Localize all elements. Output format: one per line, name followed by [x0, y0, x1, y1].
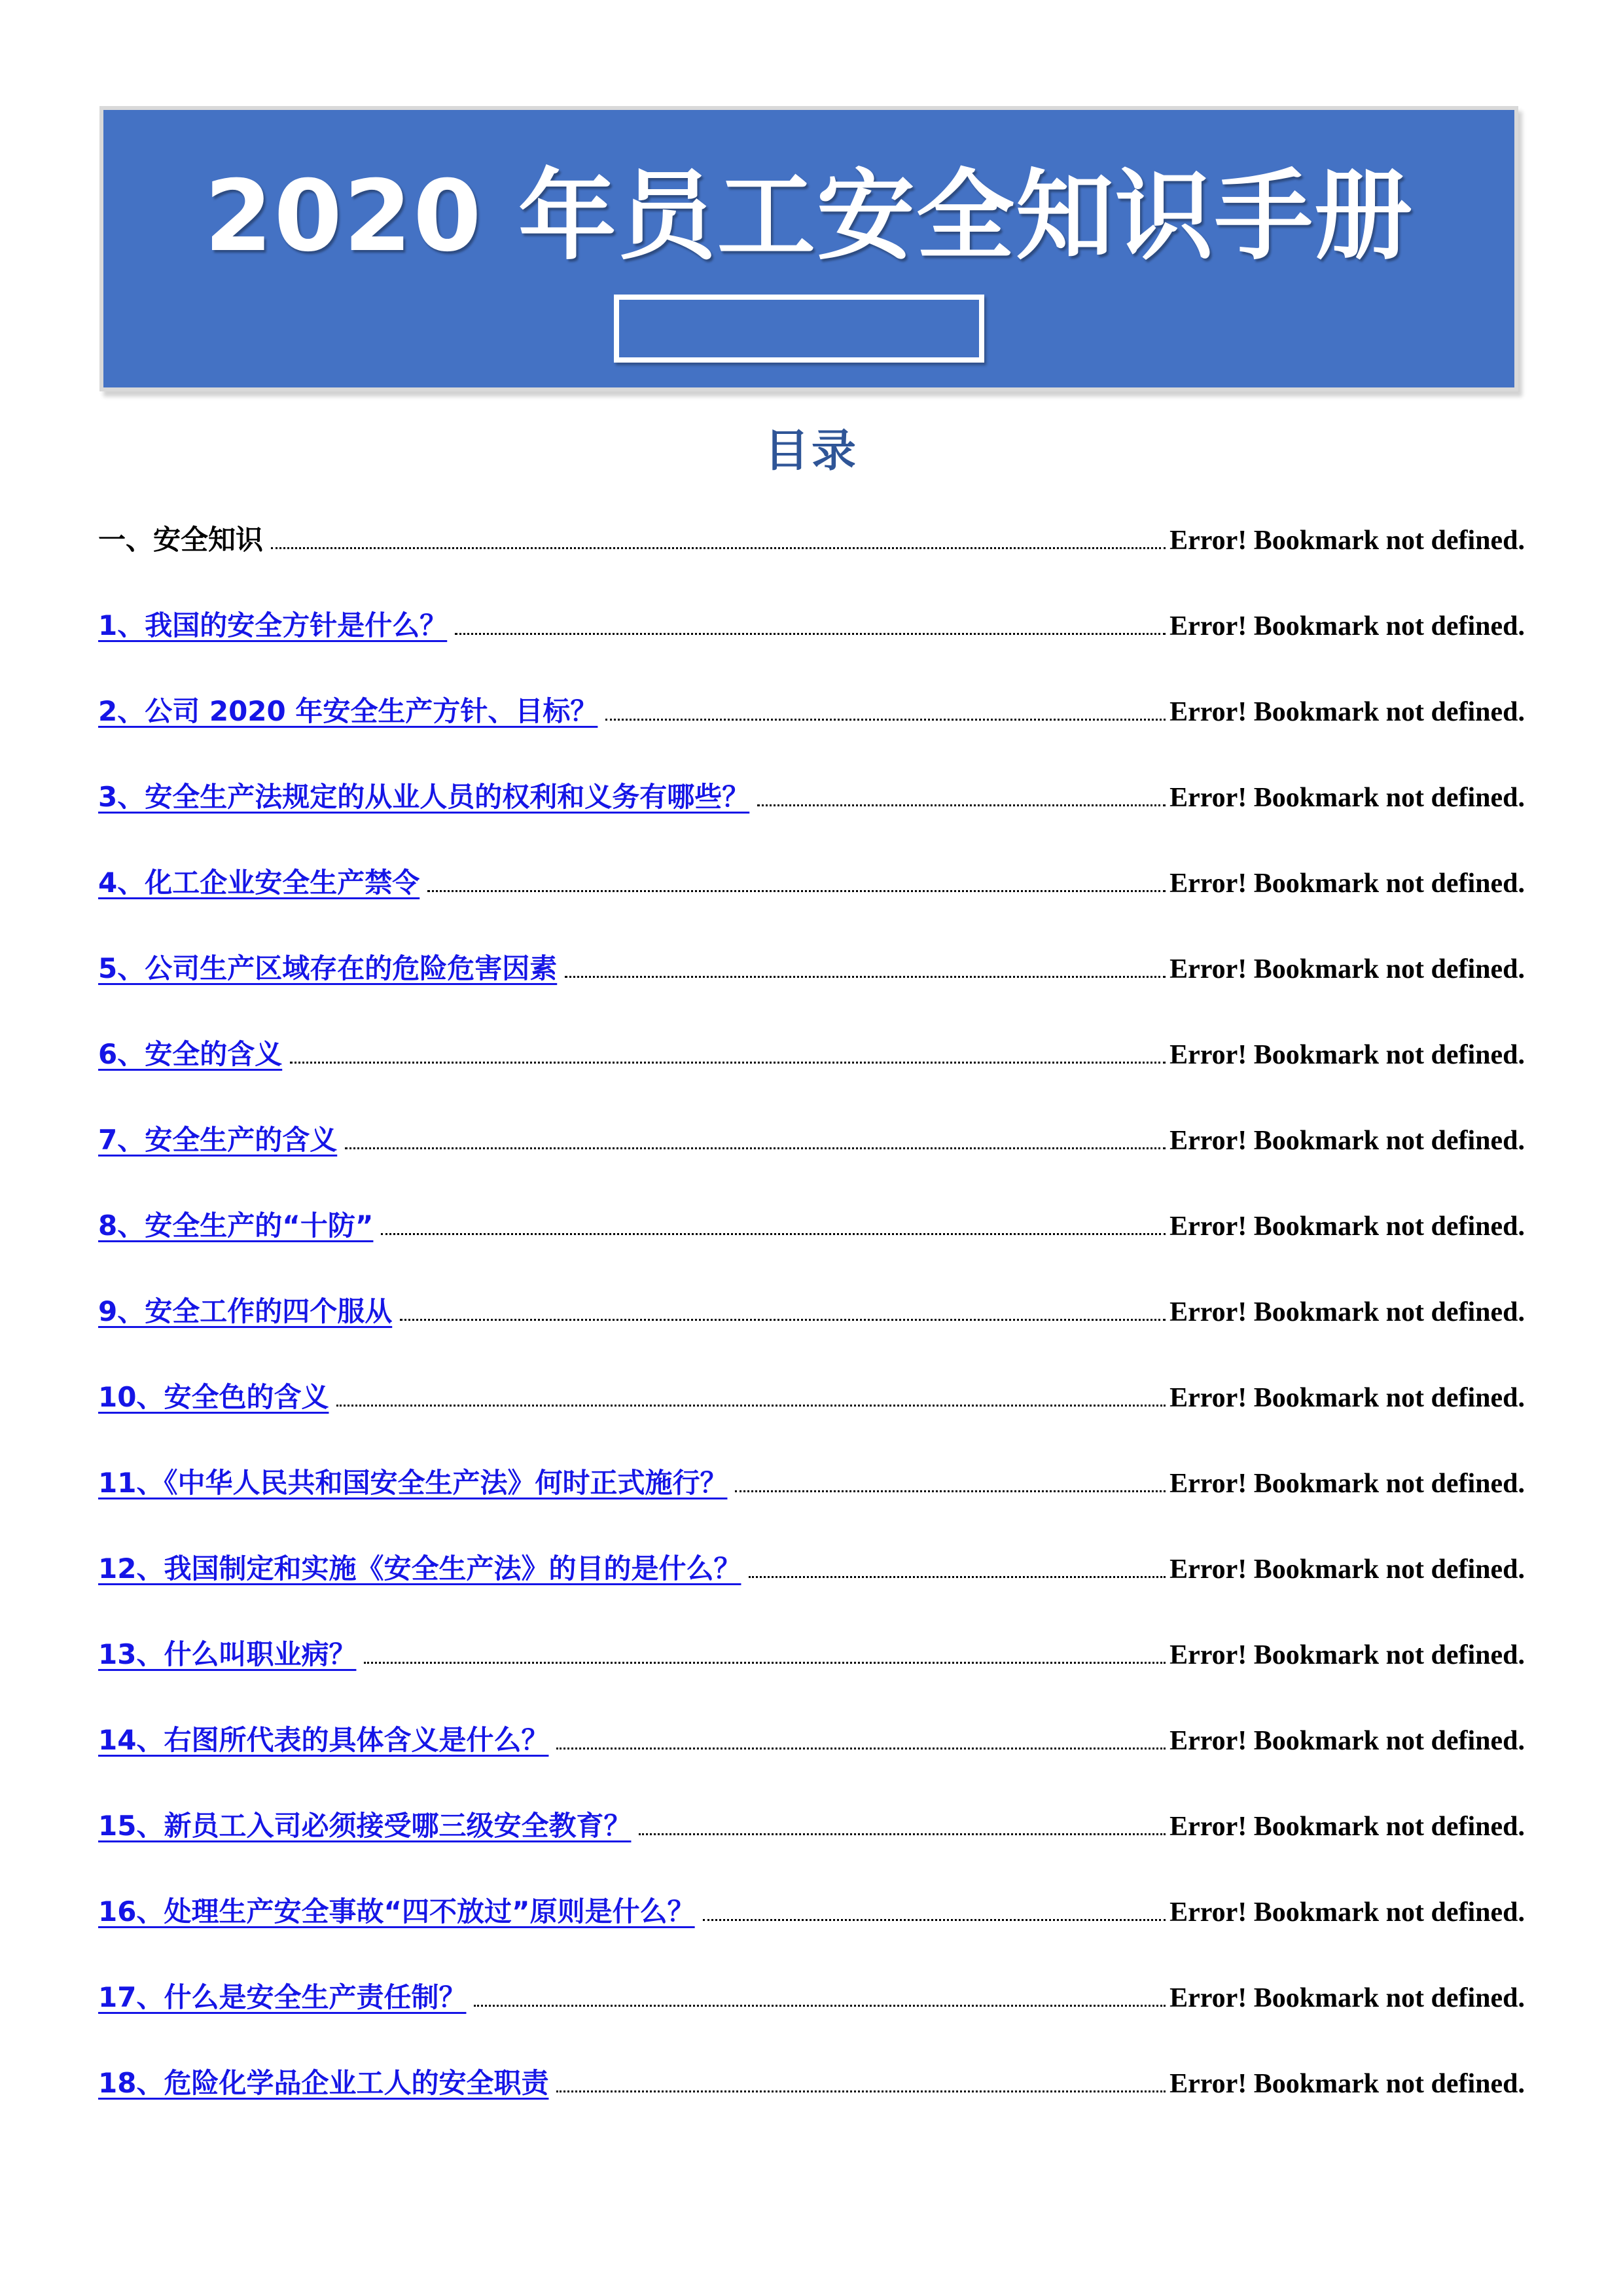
toc-dot-leader — [474, 1998, 1166, 2007]
toc-dot-leader — [735, 1484, 1166, 1492]
toc-section-label: 一、安全知识 — [98, 524, 264, 556]
toc-link[interactable]: 9、安全工作的四个服从 — [98, 1295, 393, 1327]
toc-dot-leader — [703, 1912, 1166, 1921]
toc-page-ref: Error! Bookmark not defined. — [1169, 1126, 1525, 1156]
toc-dot-leader — [556, 2084, 1166, 2092]
toc-link[interactable]: 18、危险化学品企业工人的安全职责 — [98, 2067, 549, 2099]
toc-page-ref: Error! Bookmark not defined. — [1169, 1554, 1525, 1585]
toc-link[interactable]: 6、安全的含义 — [98, 1038, 283, 1070]
toc-dot-leader — [336, 1398, 1166, 1407]
toc-dot-leader — [455, 626, 1166, 635]
toc-page-ref: Error! Bookmark not defined. — [1169, 783, 1525, 813]
toc-dot-leader — [565, 969, 1166, 978]
toc-link[interactable]: 11、《中华人民共和国安全生产法》何时正式施行？ — [98, 1467, 728, 1499]
toc-dot-leader — [364, 1655, 1166, 1664]
toc-link[interactable]: 17、什么是安全生产责任制？ — [98, 1981, 467, 2013]
toc-link[interactable]: 13、什么叫职业病？ — [98, 1638, 357, 1670]
table-of-contents — [98, 511, 1525, 2140]
toc-link[interactable]: 16、处理生产安全事故“四不放过”原则是什么？ — [98, 1895, 695, 1928]
toc-page-ref: Error! Bookmark not defined. — [1169, 1812, 1525, 1842]
toc-link[interactable]: 10、安全色的含义 — [98, 1381, 329, 1413]
toc-dot-leader — [427, 884, 1166, 892]
toc-page-ref: Error! Bookmark not defined. — [1169, 611, 1525, 641]
toc-entry[interactable] — [98, 596, 1525, 682]
toc-page-ref: Error! Bookmark not defined. — [1169, 954, 1525, 984]
toc-entry[interactable] — [98, 1282, 1525, 1368]
toc-entry[interactable] — [98, 853, 1525, 939]
toc-link[interactable]: 5、公司生产区域存在的危险危害因素 — [98, 952, 558, 984]
toc-dot-leader — [556, 1741, 1166, 1749]
toc-link[interactable]: 8、安全生产的“十防” — [98, 1210, 374, 1242]
toc-entry[interactable] — [98, 1882, 1525, 1968]
toc-dot-leader — [271, 541, 1166, 549]
toc-entry[interactable] — [98, 1539, 1525, 1625]
toc-link[interactable]: 7、安全生产的含义 — [98, 1124, 338, 1156]
toc-entry[interactable] — [98, 768, 1525, 853]
toc-link[interactable]: 12、我国制定和实施《安全生产法》的目的是什么？ — [98, 1552, 741, 1585]
toc-link[interactable]: 3、安全生产法规定的从业人员的权利和义务有哪些？ — [98, 781, 750, 813]
toc-link[interactable]: 14、右图所代表的具体含义是什么？ — [98, 1724, 549, 1756]
toc-page-ref: Error! Bookmark not defined. — [1169, 526, 1525, 556]
toc-entry[interactable] — [98, 1368, 1525, 1454]
toc-page-ref: Error! Bookmark not defined. — [1169, 1640, 1525, 1670]
toc-dot-leader — [605, 712, 1166, 721]
toc-page-ref: Error! Bookmark not defined. — [1169, 2069, 1525, 2099]
toc-link[interactable]: 2、公司 2020 年安全生产方针、目标？ — [98, 695, 598, 727]
toc-dot-leader — [381, 1227, 1166, 1235]
toc-heading: 目录 — [764, 425, 859, 477]
toc-page-ref: Error! Bookmark not defined. — [1169, 1211, 1525, 1242]
toc-entry[interactable] — [98, 1454, 1525, 1539]
toc-page-ref: Error! Bookmark not defined. — [1169, 1297, 1525, 1327]
toc-entry[interactable] — [98, 1111, 1525, 1196]
toc-entry[interactable] — [98, 939, 1525, 1025]
toc-entry[interactable] — [98, 1797, 1525, 1882]
subtitle-box — [614, 295, 984, 363]
toc-dot-leader — [639, 1827, 1166, 1835]
toc-entry[interactable] — [98, 682, 1525, 768]
toc-entry — [98, 511, 1525, 596]
toc-page-ref: Error! Bookmark not defined. — [1169, 1383, 1525, 1413]
toc-entry[interactable] — [98, 1025, 1525, 1111]
toc-page-ref: Error! Bookmark not defined. — [1169, 1726, 1525, 1756]
toc-page-ref: Error! Bookmark not defined. — [1169, 1469, 1525, 1499]
toc-entry[interactable] — [98, 1711, 1525, 1797]
toc-dot-leader — [757, 798, 1166, 806]
document-title: 2020 年员工安全知识手册 — [204, 160, 1414, 274]
toc-dot-leader — [400, 1312, 1166, 1321]
toc-page-ref: Error! Bookmark not defined. — [1169, 869, 1525, 899]
title-banner — [99, 106, 1518, 391]
toc-entry[interactable] — [98, 1968, 1525, 2054]
toc-page-ref: Error! Bookmark not defined. — [1169, 697, 1525, 727]
toc-link[interactable]: 4、化工企业安全生产禁令 — [98, 867, 420, 899]
toc-link[interactable]: 1、我国的安全方针是什么？ — [98, 609, 448, 641]
toc-entry[interactable] — [98, 2054, 1525, 2140]
toc-page-ref: Error! Bookmark not defined. — [1169, 1040, 1525, 1070]
toc-dot-leader — [290, 1055, 1166, 1064]
toc-page-ref: Error! Bookmark not defined. — [1169, 1897, 1525, 1928]
toc-entry[interactable] — [98, 1196, 1525, 1282]
toc-entry[interactable] — [98, 1625, 1525, 1711]
toc-dot-leader — [345, 1141, 1166, 1149]
toc-page-ref: Error! Bookmark not defined. — [1169, 1983, 1525, 2013]
toc-link[interactable]: 15、新员工入司必须接受哪三级安全教育？ — [98, 1810, 632, 1842]
toc-dot-leader — [749, 1570, 1166, 1578]
